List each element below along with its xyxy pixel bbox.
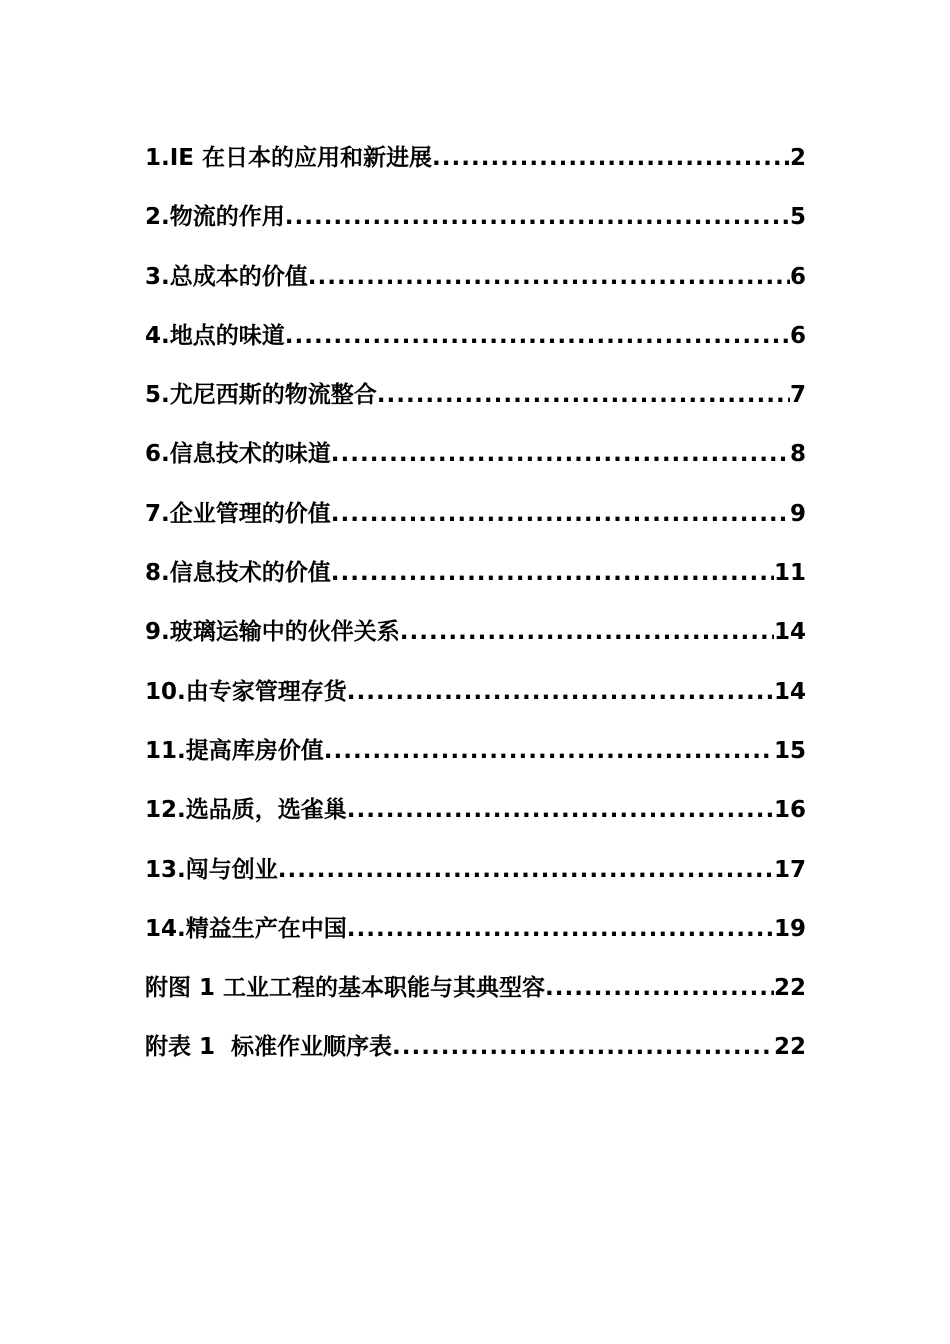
toc-page-number: 8 bbox=[789, 441, 806, 468]
toc-entry-9[interactable] bbox=[145, 613, 806, 672]
toc-dot-leader bbox=[400, 619, 774, 645]
toc-entry-8[interactable] bbox=[145, 554, 806, 613]
toc-entry-13[interactable] bbox=[145, 851, 806, 910]
toc-entry-6[interactable] bbox=[145, 435, 806, 494]
toc-page-number: 15 bbox=[773, 737, 806, 764]
toc-entry-title: 6.信息技术的味道 bbox=[145, 441, 331, 468]
toc-entry-1[interactable] bbox=[145, 139, 806, 198]
toc-entry-7[interactable] bbox=[145, 495, 806, 554]
toc-dot-leader bbox=[377, 382, 790, 408]
toc-dot-leader bbox=[432, 145, 790, 171]
toc-dot-leader bbox=[545, 975, 774, 1001]
toc-dot-leader bbox=[331, 501, 790, 527]
toc-page-number: 19 bbox=[773, 915, 806, 942]
toc-page-number: 16 bbox=[773, 797, 806, 824]
toc-dot-leader bbox=[324, 738, 774, 764]
toc-entry-title: 4.地点的味道 bbox=[145, 322, 285, 349]
toc-entry-4[interactable] bbox=[145, 317, 806, 376]
toc-entry-title: 10.由专家管理存货 bbox=[145, 678, 347, 705]
toc-page-number: 6 bbox=[789, 263, 806, 290]
toc-entry-title: 5.尤尼西斯的物流整合 bbox=[145, 382, 377, 409]
toc-dot-leader bbox=[347, 916, 774, 942]
toc-dot-leader bbox=[347, 679, 774, 705]
toc-entry-title: 2.物流的作用 bbox=[145, 204, 285, 231]
toc-entry-10[interactable] bbox=[145, 673, 806, 732]
toc-entry-title: 9.玻璃运输中的伙伴关系 bbox=[145, 619, 400, 646]
toc-dot-leader bbox=[308, 264, 790, 290]
toc-page-number: 5 bbox=[789, 204, 806, 231]
toc-page-number: 14 bbox=[773, 678, 806, 705]
toc-entry-title: 11.提高库房价值 bbox=[145, 737, 324, 764]
toc-dot-leader bbox=[331, 560, 774, 586]
toc-entry-11[interactable] bbox=[145, 732, 806, 791]
table-of-contents bbox=[145, 139, 806, 1088]
toc-page-number: 7 bbox=[789, 382, 806, 409]
toc-entry-5[interactable] bbox=[145, 376, 806, 435]
toc-page-number: 22 bbox=[773, 1034, 806, 1061]
toc-page-number: 2 bbox=[789, 145, 806, 171]
toc-dot-leader bbox=[278, 857, 774, 883]
toc-entry-3[interactable] bbox=[145, 258, 806, 317]
toc-entry-title: 附表 1 标准作业顺序表 bbox=[145, 1034, 393, 1061]
toc-entry-title: 8.信息技术的价值 bbox=[145, 560, 331, 587]
toc-entry-appendix-figure-1[interactable] bbox=[145, 969, 806, 1028]
toc-dot-leader bbox=[285, 323, 790, 349]
toc-page-number: 11 bbox=[773, 560, 806, 587]
toc-dot-leader bbox=[331, 441, 790, 467]
toc-entry-title: 13.闯与创业 bbox=[145, 856, 278, 883]
toc-entry-14[interactable] bbox=[145, 910, 806, 969]
toc-entry-title: 1.IE 在日本的应用和新进展 bbox=[145, 145, 433, 171]
toc-entry-title: 附图 1 工业工程的基本职能与其典型容 bbox=[145, 975, 546, 1002]
toc-dot-leader bbox=[347, 797, 774, 823]
toc-page-number: 9 bbox=[789, 500, 806, 527]
toc-page-number: 14 bbox=[773, 619, 806, 646]
toc-page-number: 6 bbox=[789, 322, 806, 349]
toc-entry-title: 7.企业管理的价值 bbox=[145, 500, 331, 527]
toc-dot-leader bbox=[392, 1034, 774, 1060]
toc-page-number: 17 bbox=[773, 856, 806, 883]
toc-entry-12[interactable] bbox=[145, 791, 806, 850]
toc-entry-title: 3.总成本的价值 bbox=[145, 263, 308, 290]
toc-page-number: 22 bbox=[773, 975, 806, 1002]
toc-entry-title: 12.选品质，选雀巢 bbox=[145, 797, 347, 824]
toc-entry-appendix-table-1[interactable] bbox=[145, 1028, 806, 1087]
toc-dot-leader bbox=[285, 204, 790, 230]
toc-entry-title: 14.精益生产在中国 bbox=[145, 915, 347, 942]
toc-entry-2[interactable] bbox=[145, 198, 806, 257]
